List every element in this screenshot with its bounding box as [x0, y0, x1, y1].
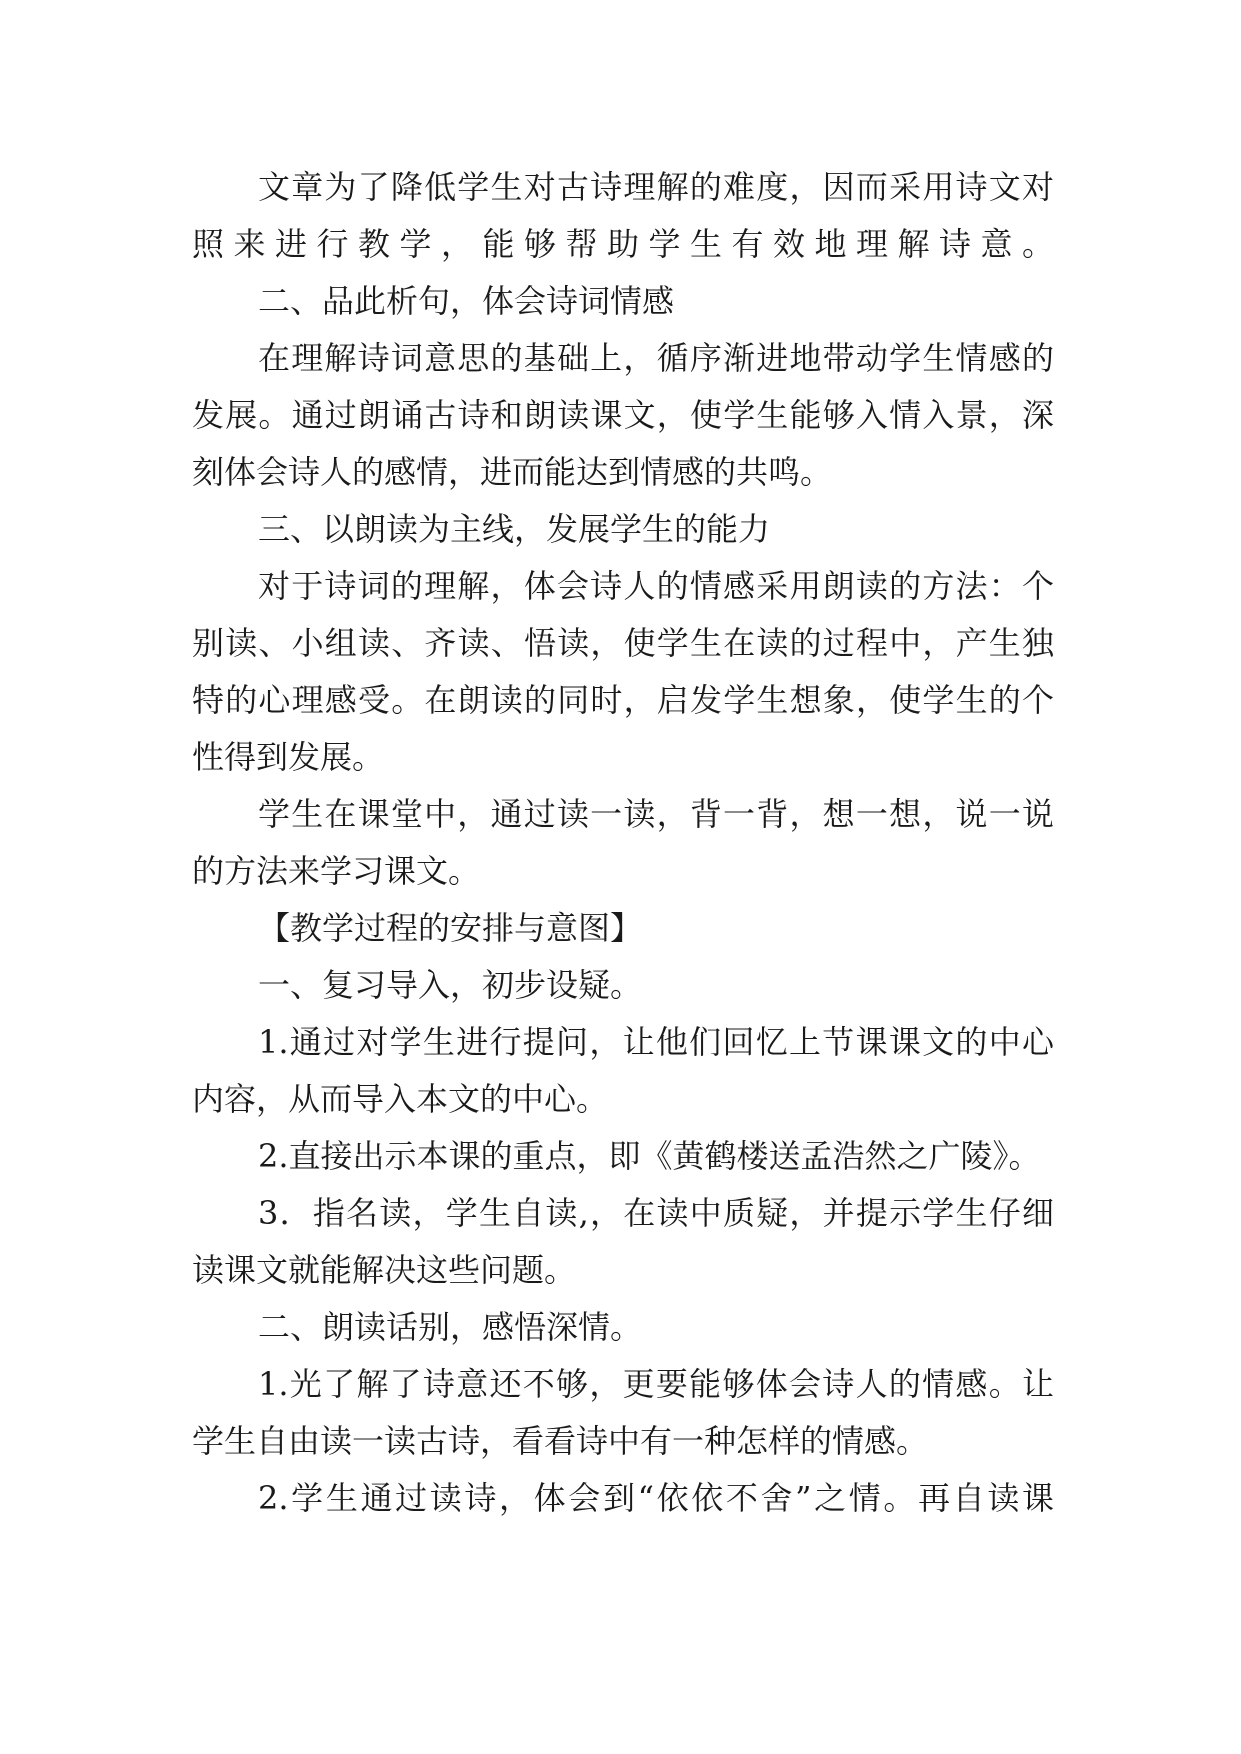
paragraph-line: 的方法来学习课文。 — [192, 852, 481, 890]
paragraph-line: 读课文就能解决这些问题。 — [192, 1251, 577, 1289]
section-heading: 二、朗读话别，感悟深情。 — [258, 1308, 643, 1346]
paragraph-line: 发展。通过朗诵古诗和朗读课文，使学生能够入情入景，深 — [192, 396, 1054, 434]
paragraph-line: 学生自由读一读古诗，看看诗中有一种怎样的情感。 — [192, 1422, 929, 1460]
paragraph-line: 学生在课堂中，通过读一读，背一背，想一想，说一说 — [258, 795, 1054, 833]
section-heading: 三、以朗读为主线，发展学生的能力 — [258, 510, 771, 548]
paragraph-line: 2.直接出示本课的重点，即《黄鹤楼送孟浩然之广陵》。 — [258, 1137, 1041, 1175]
paragraph-line: 内容，从而导入本文的中心。 — [192, 1080, 609, 1118]
section-heading: 【教学过程的安排与意图】 — [258, 909, 643, 947]
paragraph-line: 文章为了降低学生对古诗理解的难度，因而采用诗文对 — [258, 168, 1054, 206]
paragraph-line: 1.通过对学生进行提问，让他们回忆上节课课文的中心 — [258, 1023, 1054, 1061]
paragraph-line: 照来进行教学，能够帮助学生有效地理解诗意。 — [192, 225, 1054, 263]
paragraph-line: 特的心理感受。在朗读的同时，启发学生想象，使学生的个 — [192, 681, 1054, 719]
paragraph-line: 3．指名读，学生自读,，在读中质疑，并提示学生仔细 — [258, 1194, 1054, 1232]
section-heading: 二、品此析句，体会诗词情感 — [258, 282, 675, 320]
paragraph-line: 刻体会诗人的感情，进而能达到情感的共鸣。 — [192, 453, 833, 491]
paragraph-line: 在理解诗词意思的基础上，循序渐进地带动学生情感的 — [258, 339, 1054, 377]
paragraph-line: 对于诗词的理解，体会诗人的情感采用朗读的方法：个 — [258, 567, 1054, 605]
section-heading: 一、复习导入，初步设疑。 — [258, 966, 643, 1004]
paragraph-line: 2.学生通过读诗，体会到“依依不舍”之情。再自读课 — [258, 1479, 1054, 1517]
paragraph-line: 别读、小组读、齐读、悟读，使学生在读的过程中，产生独 — [192, 624, 1054, 662]
paragraph-line: 性得到发展。 — [192, 738, 385, 776]
paragraph-line: 1.光了解了诗意还不够，更要能够体会诗人的情感。让 — [258, 1365, 1054, 1403]
